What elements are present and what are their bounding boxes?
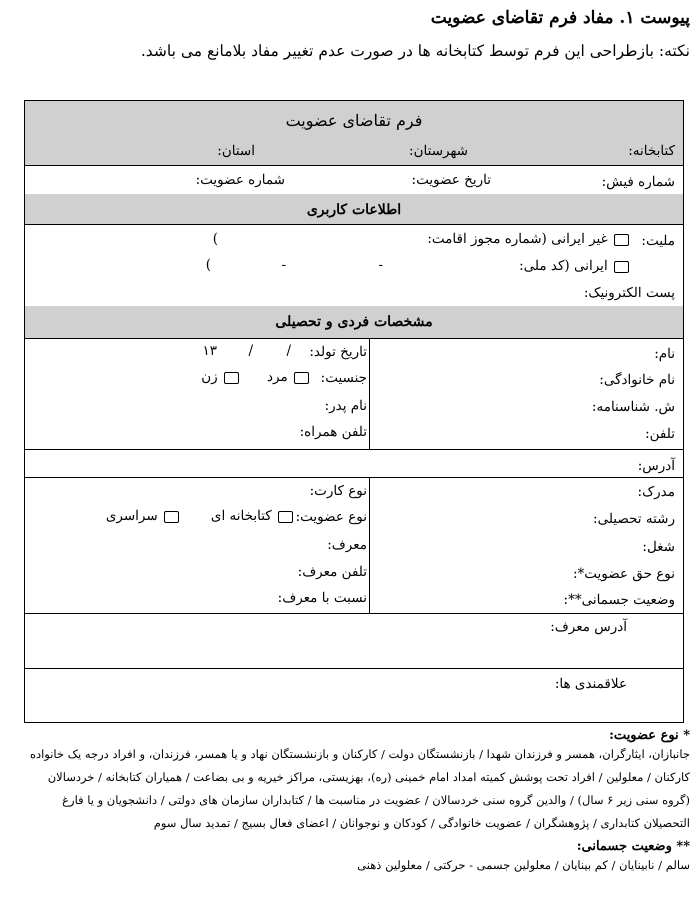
male-label: مرد bbox=[267, 369, 288, 385]
birth-date-slash-2: / bbox=[248, 343, 253, 359]
card-type-label: نوع کارت: bbox=[309, 483, 367, 499]
physical-status-footnote-heading: ** وضعیت جسمانی: bbox=[576, 839, 690, 854]
membership-type-footnote-line: کارکنان / معلولین / افراد تحت پوشش کمیته امداد امام خمینی (ره)، بهزیستی، مراکز خیریه و بی بضاعت / همیاران کتابخانه / خردسالان bbox=[47, 770, 690, 784]
referrer-label: معرف: bbox=[327, 537, 367, 553]
footnotes bbox=[12, 728, 690, 881]
female-label: زن bbox=[201, 369, 218, 385]
male-checkbox[interactable] bbox=[294, 372, 309, 384]
gender-label: جنسیت: bbox=[320, 370, 367, 386]
physical-status-label: وضعیت جسمانی**: bbox=[563, 592, 675, 608]
membership-form bbox=[24, 100, 684, 723]
mobile-label: تلفن همراه: bbox=[299, 424, 367, 440]
field-of-study-label: رشته تحصیلی: bbox=[593, 511, 675, 527]
referrer-address-label: آدرس معرف: bbox=[550, 619, 627, 635]
membership-type-label: نوع عضویت: bbox=[295, 509, 367, 525]
redesign-note: نکته: بازطراحی این فرم توسط کتابخانه ها در صورت عدم تغییر مفاد بلامانع می باشد. bbox=[140, 42, 690, 60]
female-checkbox[interactable] bbox=[224, 372, 239, 384]
membership-type-footnote-line: التحصیلان کتابداری / پژوهشگران / عضویت خانوادگی / کودکان و نوجوانان / اعضای فعال بسیج / تمدید سال سوم bbox=[153, 816, 690, 830]
nationwide-membership-label: سراسری bbox=[105, 508, 158, 524]
non-iranian-checkbox[interactable] bbox=[614, 234, 629, 246]
receipt-number-label: شماره فیش: bbox=[601, 174, 675, 190]
nationwide-membership-checkbox[interactable] bbox=[164, 511, 179, 523]
user-info-title: اطلاعات کاربری bbox=[306, 202, 402, 218]
city-label: شهرستان: bbox=[409, 143, 468, 159]
membership-type-footnote-line: جانبازان، ایثارگران، همسر و فرزندان شهدا / بازنشستگان دولت / کارکنان و بازنشستگان نهاد و یا همسر، فرزندان، و افراد درجه یک خانواده bbox=[29, 747, 690, 761]
non-iranian-label: غیر ایرانی (شماره مجوز اقامت: bbox=[427, 231, 608, 247]
first-name-label: نام: bbox=[654, 346, 675, 362]
birth-year-prefix: ۱۳ bbox=[202, 343, 217, 359]
non-iranian-option[interactable] bbox=[427, 231, 631, 247]
male-option[interactable] bbox=[267, 369, 311, 385]
interests-label: علاقمندی ها: bbox=[554, 676, 627, 692]
birth-date-slash-1: / bbox=[286, 343, 291, 359]
page-heading: پیوست ۱. مفاد فرم تقاضای عضویت bbox=[430, 8, 690, 28]
personal-info-title: مشخصات فردی و تحصیلی bbox=[275, 314, 433, 330]
residence-close-paren: ) bbox=[212, 231, 218, 247]
birth-date-label: تاریخ تولد: bbox=[309, 344, 367, 360]
iranian-checkbox[interactable] bbox=[614, 261, 629, 273]
female-option[interactable] bbox=[201, 369, 241, 385]
library-membership-label: کتابخانه ای bbox=[210, 508, 272, 524]
id-number-label: ش. شناسنامه: bbox=[591, 399, 675, 415]
library-membership-checkbox[interactable] bbox=[278, 511, 293, 523]
membership-type-footnote-line: (گروه سنی زیر ۶ سال) / والدین گروه سنی خردسالان / عضویت در مناسبت ها / کتابداران سازمان های دولتی / دانشجویان و یا فارغ bbox=[62, 793, 690, 807]
form-title: فرم تقاضای عضویت bbox=[285, 111, 423, 130]
iranian-option[interactable] bbox=[519, 258, 631, 274]
degree-label: مدرک: bbox=[637, 484, 675, 500]
job-label: شغل: bbox=[642, 539, 675, 555]
national-code-close-paren: ) bbox=[205, 257, 211, 273]
last-name-label: نام خانوادگی: bbox=[599, 372, 675, 388]
membership-date-label: تاریخ عضویت: bbox=[411, 172, 491, 188]
father-name-label: نام پدر: bbox=[324, 398, 367, 414]
nationwide-membership-option[interactable] bbox=[106, 508, 181, 524]
national-code-dash-1: - bbox=[378, 257, 383, 273]
referrer-phone-label: تلفن معرف: bbox=[297, 564, 367, 580]
email-label: پست الکترونیک: bbox=[583, 285, 675, 301]
referrer-relation-label: نسبت با معرف: bbox=[277, 590, 367, 606]
library-membership-option[interactable] bbox=[211, 508, 295, 524]
phone-label: تلفن: bbox=[645, 426, 675, 442]
membership-number-label: شماره عضویت: bbox=[195, 172, 285, 188]
nationality-label: ملیت: bbox=[641, 233, 675, 249]
national-code-dash-2: - bbox=[281, 257, 286, 273]
province-label: استان: bbox=[217, 143, 255, 159]
membership-right-type-label: نوع حق عضویت*: bbox=[572, 566, 675, 582]
membership-type-footnote-heading: * نوع عضویت: bbox=[609, 728, 690, 743]
physical-status-footnote-line: سالم / نابینایان / کم بینایان / معلولین جسمی - حرکتی / معلولین ذهنی bbox=[357, 858, 690, 872]
library-label: کتابخانه: bbox=[628, 143, 675, 159]
address-label: آدرس: bbox=[637, 458, 675, 474]
iranian-label: ایرانی (کد ملی: bbox=[519, 258, 608, 274]
